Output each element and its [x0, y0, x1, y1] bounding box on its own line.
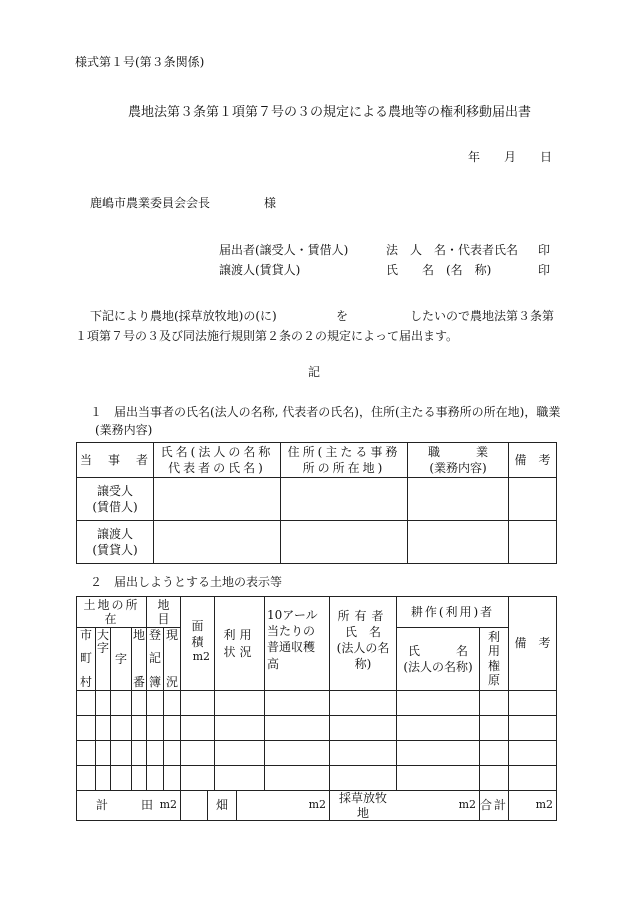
- transferor-seal: 印: [538, 263, 551, 277]
- registry-header: [147, 629, 163, 689]
- body-line1-a: 下記により農地(採草放牧地)の(に): [90, 309, 277, 323]
- transferor-row-line2: (賃貸人): [92, 543, 138, 557]
- aza-header: 字: [114, 651, 127, 666]
- location-header: [77, 597, 146, 627]
- city-char-2: 町: [79, 651, 92, 666]
- name-header: [154, 443, 280, 477]
- body-line2: １項第７号の３及び同法施行規則第２条の２の規定によって届出ます。: [75, 329, 459, 343]
- date-month-label: 月: [504, 150, 517, 164]
- registry-char-3: 簿: [148, 674, 161, 689]
- cultivator-header: 耕作(利用)者: [410, 604, 495, 619]
- owner-header: [330, 607, 396, 673]
- form-number: 様式第１号(第３条関係): [75, 55, 205, 69]
- date-day-label: 日: [540, 150, 553, 164]
- remarks-header: 備 考: [514, 452, 551, 467]
- yield-header-line1: 10アール: [267, 608, 318, 622]
- cultivator-name-line2: (法人の名称): [403, 660, 473, 674]
- addressee-name: 鹿嶋市農業委員会会長: [90, 196, 211, 210]
- right-char-4: 原: [487, 673, 500, 688]
- usage-header: 利用状況: [223, 628, 256, 659]
- body-line1-c: したいので農地法第３条第: [410, 309, 555, 323]
- total-sum-label: 合計: [480, 798, 509, 813]
- address-header-line2: 所の所在地): [302, 461, 386, 475]
- transferee-row-line2: (賃借人): [92, 500, 138, 514]
- transferee-name-label: 法 人 名・代表者氏名: [386, 243, 519, 257]
- total-field-unit: m2: [159, 798, 177, 812]
- occupation-header: [408, 443, 508, 477]
- chimoku-header-line1: 地: [157, 597, 170, 612]
- name-header-line1: 氏名(法人の名称: [160, 444, 274, 459]
- total-upland-label: 畑: [215, 798, 228, 813]
- location-header-line2: 在: [104, 612, 119, 626]
- city-char-1: 市: [79, 628, 92, 642]
- yield-header: [267, 607, 329, 673]
- cultivator-name-header: [397, 628, 479, 690]
- yield-header-line4: 高: [267, 656, 280, 671]
- address-header-line1: 住所(主たる事務: [287, 444, 401, 459]
- area-header-line2: 積: [191, 634, 204, 649]
- total-upland-unit: m2: [308, 798, 326, 812]
- right-header: [480, 630, 508, 688]
- cultivator-name-line1: 氏 名: [407, 643, 468, 658]
- name-header-line2: 代表者の氏名): [168, 461, 266, 475]
- chiban-char-2: 番: [132, 674, 145, 689]
- section1-heading-cont: (業務内容): [95, 423, 153, 437]
- land-remarks-header: 備 考: [514, 636, 551, 651]
- section1-heading: １ 届出当事者の氏名(法人の名称, 代表者の氏名)，住所(主たる事務所の所在地)，職業: [90, 405, 561, 419]
- page-title: 農地法第３条第１項第７号の３の規定による農地等の権利移動届出書: [128, 105, 532, 120]
- total-pasture-label: [330, 791, 396, 820]
- transferor-row-label: [77, 521, 153, 563]
- area-header: [181, 612, 214, 672]
- current-header: [164, 629, 180, 689]
- area-header-line1: 面: [191, 619, 204, 634]
- total-label: 計: [95, 798, 108, 813]
- total-pasture-line2: 地: [356, 805, 369, 820]
- owner-header-line2: 氏 名: [344, 624, 381, 639]
- address-header: [281, 443, 407, 477]
- current-char-2: 況: [165, 674, 178, 689]
- transferee-row-label: [77, 478, 153, 520]
- registry-char-2: 記: [148, 651, 161, 666]
- total-pasture-line1: 採草放牧: [338, 791, 387, 806]
- chiban-header: [132, 629, 146, 689]
- total-pasture-unit: m2: [458, 798, 476, 812]
- owner-header-line1: 所有者: [337, 608, 389, 623]
- owner-header-line3: (法人の名: [336, 641, 390, 655]
- area-unit: m2: [192, 650, 210, 664]
- transferor-row-line1: 譲渡人: [96, 526, 133, 541]
- registry-char-1: 登: [148, 628, 161, 642]
- addressee-honorific: 様: [264, 196, 277, 210]
- body-line1-b: を: [336, 309, 349, 323]
- right-char-3: 権: [487, 658, 500, 673]
- oaza-header: 大字: [96, 628, 109, 656]
- transferor-label: 譲渡人(賃貸人): [219, 263, 301, 277]
- party-header: 当 事 者: [79, 452, 150, 467]
- transferor-name-label: 氏 名 (名 称): [386, 263, 492, 277]
- ki-heading: 記: [308, 365, 321, 379]
- current-char-1: 現: [165, 628, 178, 642]
- date-year-label: 年: [468, 150, 481, 164]
- right-char-2: 用: [487, 644, 500, 659]
- occupation-header-line1: 職 業: [427, 444, 488, 459]
- city-header: [77, 629, 95, 689]
- chimoku-header: [147, 597, 180, 627]
- occupation-header-line2: (業務内容): [429, 461, 487, 475]
- chimoku-header-line2: 目: [157, 612, 170, 626]
- chiban-char-1: 地: [132, 628, 145, 642]
- section2-heading: ２ 届出しようとする土地の表示等: [90, 575, 283, 589]
- transferee-row-line1: 譲受人: [96, 483, 133, 498]
- total-sum-unit: m2: [535, 798, 553, 812]
- total-field-label: 田: [140, 798, 153, 813]
- owner-header-line4: 称): [354, 657, 372, 672]
- transferee-label: 届出者(譲受人・賃借人): [219, 243, 349, 257]
- city-char-3: 村: [79, 674, 92, 689]
- right-char-1: 利: [487, 629, 500, 644]
- yield-header-line3: 普通収穫: [267, 640, 316, 655]
- yield-header-line2: 当たりの: [267, 624, 316, 639]
- transferee-seal: 印: [538, 243, 551, 257]
- location-header-line1: 土地の所: [83, 597, 140, 612]
